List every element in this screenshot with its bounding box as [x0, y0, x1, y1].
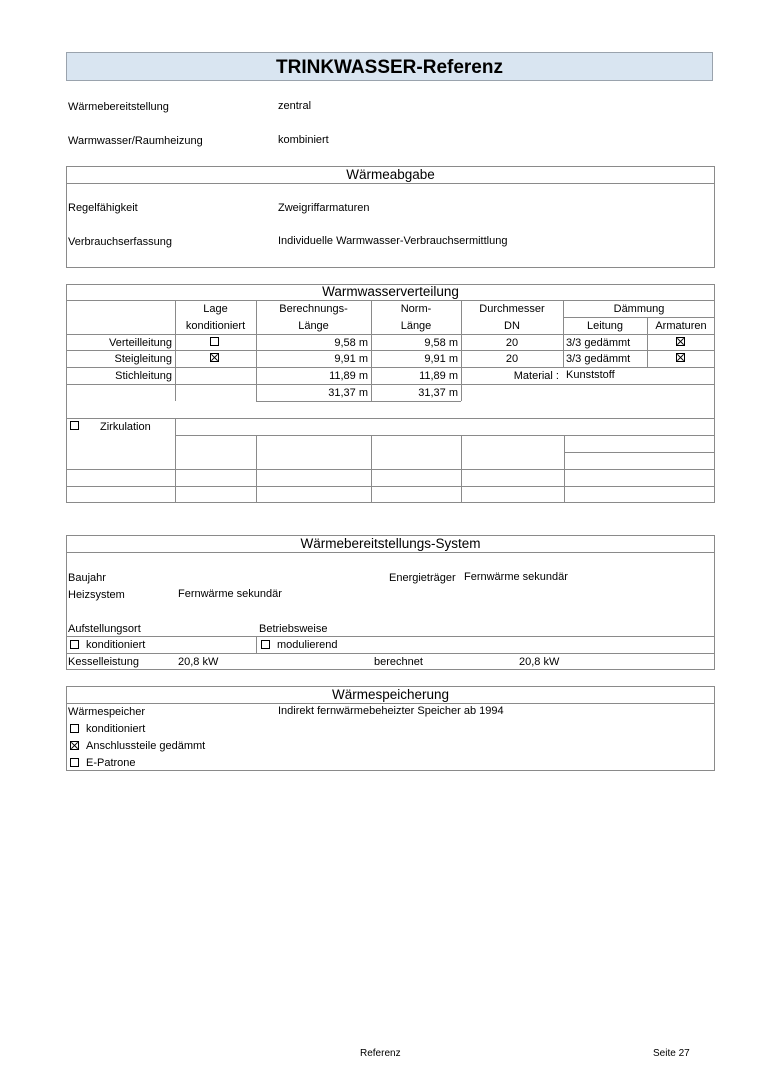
- col-durchmesser-header: Durchmesser: [479, 303, 545, 315]
- speicher-konditioniert-checkbox[interactable]: [70, 724, 79, 733]
- row-stichleitung-label: Stichleitung: [115, 370, 172, 382]
- betriebsweise-label: Betriebsweise: [259, 623, 328, 635]
- e-patrone-label: E-Patrone: [86, 757, 136, 769]
- steigleitung-armaturen-checkbox[interactable]: [676, 353, 685, 362]
- col-dn-subheader: DN: [504, 320, 520, 332]
- grid-line: [256, 435, 257, 503]
- system-heading: Wärmebereitstellungs-System: [300, 536, 481, 551]
- verteilleitung-armaturen-checkbox[interactable]: [676, 337, 685, 346]
- col-lage-subheader: konditioniert: [185, 320, 246, 332]
- verteilleitung-dn: 20: [505, 337, 519, 349]
- modulierend-label: modulierend: [277, 639, 338, 651]
- regelfaehigkeit-label: Regelfähigkeit: [68, 202, 138, 214]
- grid-line: [175, 418, 176, 503]
- grid-line: [564, 435, 565, 503]
- divider: [66, 183, 715, 184]
- grid-line: [66, 418, 715, 419]
- grid-line: [66, 653, 715, 654]
- steigleitung-berechnung: 9,91 m: [334, 353, 368, 365]
- verteilung-heading: Warmwasserverteilung: [322, 284, 459, 299]
- grid-line: [563, 317, 715, 318]
- berechnet-value: 20,8 kW: [519, 656, 560, 668]
- col-leitung-header: Leitung: [586, 320, 624, 332]
- modulierend-checkbox[interactable]: [261, 640, 270, 649]
- kesselleistung-value: 20,8 kW: [178, 656, 219, 668]
- berechnet-label: berechnet: [374, 656, 423, 668]
- anschlussteile-label: Anschlussteile gedämmt: [86, 740, 206, 752]
- konditioniert-label: konditioniert: [86, 639, 146, 651]
- stichleitung-norm: 11,89 m: [419, 370, 458, 382]
- steigleitung-leitung: 3/3 gedämmt: [566, 353, 631, 365]
- waermespeicher-value: Indirekt fernwärmebeheizter Speicher ab 1994: [278, 705, 504, 717]
- zirkulation-checkbox[interactable]: [70, 421, 79, 430]
- col-berechnung-header: Berechnungs-: [279, 303, 348, 315]
- verteilleitung-norm: 9,58 m: [424, 337, 458, 349]
- speicher-konditioniert-label: konditioniert: [86, 723, 146, 735]
- grid-line: [66, 367, 715, 368]
- col-berechnung-subheader: Länge: [298, 320, 329, 332]
- grid-line: [66, 469, 715, 470]
- grid-line: [66, 334, 715, 335]
- system-section: [66, 535, 715, 670]
- konditioniert-checkbox[interactable]: [70, 640, 79, 649]
- verbrauchserfassung-value: Individuelle Warmwasser-Verbrauchsermittlung: [278, 235, 508, 247]
- page-title: TRINKWASSER-Referenz: [66, 52, 713, 81]
- energietraeger-value: Fernwärme sekundär: [464, 571, 568, 583]
- sum-norm: 31,37 m: [418, 387, 458, 399]
- waermespeicher-label: Wärmespeicher: [68, 706, 146, 718]
- page-number: Seite 27: [653, 1048, 690, 1059]
- heizsystem-label: Heizsystem: [68, 589, 125, 601]
- divider: [66, 552, 715, 553]
- grid-line: [66, 350, 715, 351]
- stichleitung-berechnung: 11,89 m: [329, 370, 368, 382]
- col-norm-subheader: Länge: [400, 320, 432, 332]
- regelfaehigkeit-value: Zweigriffarmaturen: [278, 202, 370, 214]
- steigleitung-lage-checkbox[interactable]: [210, 353, 219, 362]
- waermebereitstellung-label: Wärmebereitstellung: [68, 101, 169, 113]
- material-value: Kunststoff: [566, 369, 615, 381]
- grid-line: [371, 435, 372, 503]
- aufstellungsort-label: Aufstellungsort: [68, 623, 141, 635]
- grid-line: [66, 486, 715, 487]
- col-daemmung-header: Dämmung: [613, 303, 665, 315]
- waermeabgabe-heading: Wärmeabgabe: [346, 167, 435, 182]
- verteilleitung-lage-checkbox[interactable]: [210, 337, 219, 346]
- row-verteilleitung-label: Verteilleitung: [109, 337, 172, 349]
- grid-line: [256, 401, 461, 402]
- speicherung-heading: Wärmespeicherung: [331, 687, 450, 702]
- steigleitung-dn: 20: [505, 353, 519, 365]
- energietraeger-label: Energieträger: [389, 572, 456, 584]
- grid-line: [66, 384, 715, 385]
- e-patrone-checkbox[interactable]: [70, 758, 79, 767]
- grid-line: [66, 636, 715, 637]
- anschlussteile-checkbox[interactable]: [70, 741, 79, 750]
- sum-berechnung: 31,37 m: [328, 387, 368, 399]
- divider: [66, 300, 715, 301]
- warmwasser-label: Warmwasser/Raumheizung: [68, 135, 203, 147]
- col-armaturen-header: Armaturen: [655, 320, 707, 332]
- verteilleitung-leitung: 3/3 gedämmt: [566, 337, 631, 349]
- warmwasser-value: kombiniert: [278, 134, 329, 146]
- verbrauchserfassung-label: Verbrauchserfassung: [68, 236, 172, 248]
- grid-line: [256, 636, 257, 653]
- verteilleitung-berechnung: 9,58 m: [334, 337, 368, 349]
- col-lage-header: Lage: [203, 303, 228, 315]
- row-steigleitung-label: Steigleitung: [114, 353, 172, 365]
- divider: [66, 703, 715, 704]
- col-norm-header: Norm-: [400, 303, 432, 315]
- steigleitung-norm: 9,91 m: [424, 353, 458, 365]
- material-label: Material :: [513, 370, 559, 382]
- baujahr-label: Baujahr: [68, 572, 106, 584]
- heizsystem-value: Fernwärme sekundär: [178, 588, 282, 600]
- waermebereitstellung-value: zentral: [278, 100, 312, 112]
- zirkulation-label: Zirkulation: [100, 421, 151, 433]
- grid-line: [564, 452, 715, 453]
- footer-title: Referenz: [360, 1048, 401, 1059]
- grid-line: [461, 435, 462, 503]
- kesselleistung-label: Kesselleistung: [68, 656, 139, 668]
